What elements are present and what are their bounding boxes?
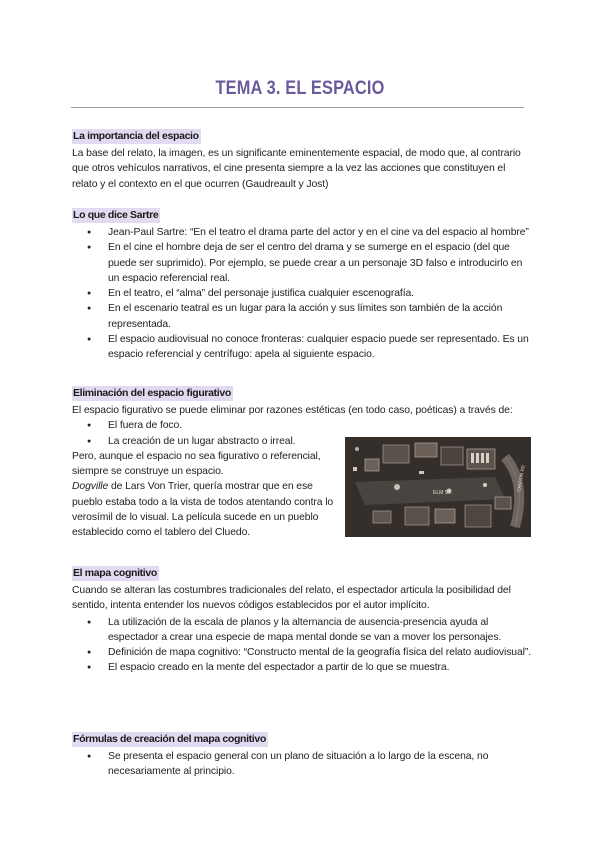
bullet-list (72, 749, 532, 780)
dogville-map-illustration (345, 437, 531, 537)
page-title: TEMA 3. EL ESPACIO (215, 78, 385, 99)
list-item: ● Se presenta el espacio general con un plano de situación a lo largo de la escena, no necesariamente al principio. (72, 749, 532, 780)
section-heading: El mapa cognitivo (73, 567, 157, 579)
paragraph: Cuando se alteran las costumbres tradicionales del relato, el espectador articula la posibilidad del sentido, intenta entender los nuevos códigos establecidos por el autor implícito. (72, 585, 511, 612)
bullet-list (72, 225, 532, 363)
list-item: ● Jean-Paul Sartre: “En el teatro el drama parte del actor y en el cine va del espacio al hombre” (72, 225, 532, 240)
section-sartre (72, 205, 532, 363)
list-item: ● La utilización de la escala de planos y la alternancia de ausencia-presencia ayuda al espectador a crear una especie de mapa mental donde se van a mover los personajes. (72, 615, 532, 646)
map-label-center: ELM ST. (433, 490, 452, 496)
section-heading: La importancia del espacio (73, 130, 199, 142)
list-item: ● En el teatro, el “alma” del personaje justifica cualquier escenografía. (72, 286, 532, 301)
list-item: ● En el cine el hombre deja de ser el centro del drama y se sumerge en el espacio (del que puede ser suprimido). Por ejemplo, se puede crear a un personaje 3D falso e introducirlo en un espacio referencial real. (72, 240, 532, 286)
paragraph: El espacio figurativo se puede eliminar por razones estéticas (en todo caso, poéticas) a través de: (72, 405, 513, 416)
list-item: ● El espacio audiovisual no conoce fronteras: cualquier espacio puede ser representado. Es un espacio referencial y centrífugo: apela al siguiente espacio. (72, 332, 532, 363)
section-formulas (72, 729, 532, 780)
list-item: ● Definición de mapa cognitivo: “Constructo mental de la geografía física del relato audiovisual”. (72, 645, 532, 660)
section-heading: Eliminación del espacio figurativo (73, 387, 231, 399)
list-item: ● El fuera de foco. (72, 418, 532, 433)
paragraph (72, 449, 338, 541)
map-label-right: CANYON RD (516, 464, 526, 493)
list-item: ● En el escenario teatral es un lugar para la acción y sus límites son también de la acción representada. (72, 301, 532, 332)
section-mapa (72, 563, 532, 676)
paragraph-text: Pero, aunque el espacio no sea figurativo o referencial, siempre se construye un espacio. (72, 450, 321, 478)
bullet-list (72, 615, 532, 676)
section-importancia (72, 126, 532, 192)
list-item: ● La creación de un lugar abstracto o irreal. (72, 434, 348, 449)
title-divider (71, 107, 524, 108)
paragraph: La base del relato, la imagen, es un significante eminentemente espacial, de modo que, al contrario que otros vehículos narrativos, el cine presenta siempre a la vez las acciones que constituyen el relato y el contexto en el que ocurren (Gaudreault y Jost) (72, 148, 521, 190)
film-title: Dogville (72, 481, 109, 493)
list-item: ● El espacio creado en la mente del espectador a partir de lo que se muestra. (72, 660, 532, 675)
paragraph-text: de Lars Von Trier, quería mostrar que en ese pueblo estaba todo a la vista de todos atentando contra lo verosímil de lo visual. La película sucede en un pueblo establecido como el tablero del Cluedo. (72, 481, 334, 539)
section-heading: Lo que dice Sartre (73, 209, 159, 221)
dogville-set-image (345, 437, 531, 537)
section-heading: Fórmulas de creación del mapa cognitivo (73, 733, 266, 745)
